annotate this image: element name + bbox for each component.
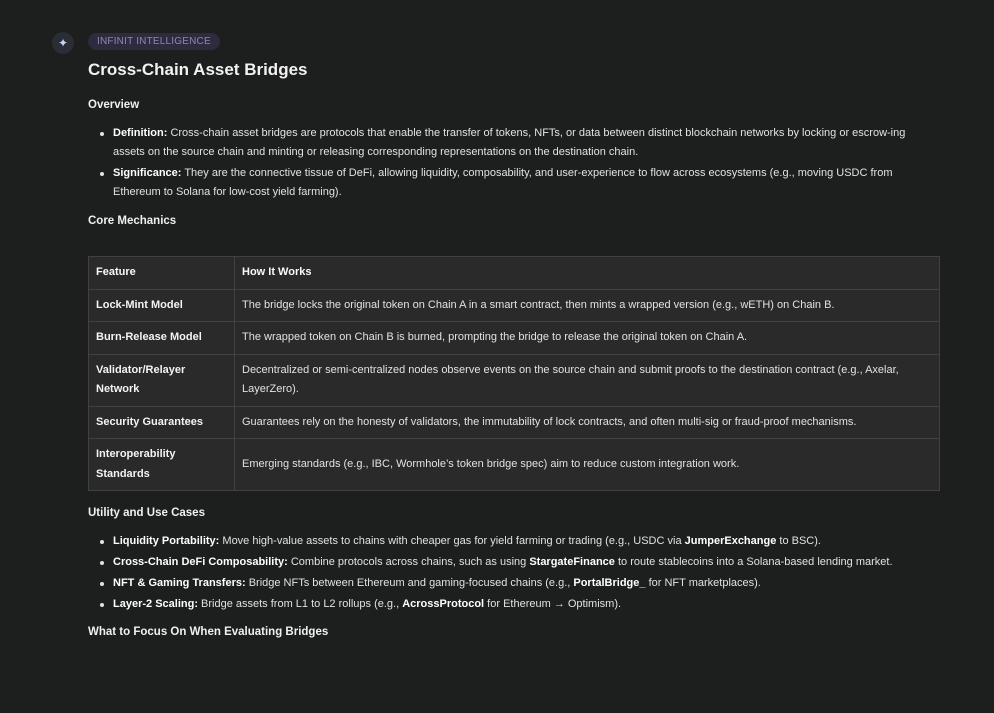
table-row [89,289,940,322]
table-row [89,322,940,355]
table-header-row [89,257,940,290]
table-row [89,439,940,491]
list-item-text: for Ethereum → Optimism). [484,598,622,610]
table-cell-how: Guarantees rely on the honesty of validators, the immutability of lock contracts, and often multi-sig or fraud-proof mechanisms. [235,406,940,439]
column-header-how-it-works: How It Works [235,257,940,290]
list-item-text: to route stablecoins into a Solana-based lending market. [614,556,893,568]
list-item [113,532,940,551]
list-item-label: Significance: [113,167,182,179]
list-item [113,124,940,162]
column-header-feature: Feature [89,257,235,290]
table-cell-feature: Lock-Mint Model [89,289,235,322]
list-item-text: Combine protocols across chains, such as using [287,556,530,568]
table-cell-feature: Burn-Release Model [89,322,235,355]
list-item-text: Bridge assets from L1 to L2 rollups (e.g., [197,598,403,610]
table-cell-how: The wrapped token on Chain B is burned, prompting the bridge to release the original token on Chain A. [235,322,940,355]
section-heading-overview: Overview [88,99,140,111]
mention-link[interactable]: AcrossProtocol [402,598,485,610]
section-heading-utility: Utility and Use Cases [88,507,205,519]
response-content [88,58,940,640]
sparkle-icon: ✦ [52,32,74,54]
section-heading-focus: What to Focus On When Evaluating Bridges [88,626,329,638]
table-cell-how: Emerging standards (e.g., IBC, Wormhole’s token bridge spec) aim to reduce custom integration work. [235,439,940,491]
list-item-text: Move high-value assets to chains with cheaper gas for yield farming or trading (e.g., USDC via [219,535,685,547]
table-cell-feature: Security Guarantees [89,406,235,439]
list-item-label: Cross-Chain DeFi Composability: [113,556,288,568]
list-item-text: for NFT marketplaces). [645,577,761,589]
mention-link[interactable]: StargateFinance [529,556,615,568]
list-item [113,574,940,593]
list-item-text: Cross-chain asset bridges are protocols that enable the transfer of tokens, NFTs, or data between distinct blockchain networks by locking or escrow-ing assets on the source chain and minting or releasing corresponding representations on the destination chain. [113,127,906,158]
list-item [113,595,940,614]
table-row [89,406,940,439]
overview-list [88,124,940,202]
list-item-text: They are the connective tissue of DeFi, allowing liquidity, composability, and user-experience to flow across ecosystems (e.g., moving USDC from Ethereum to Solana for low-cost yield farming). [113,167,893,198]
list-item-text: Bridge NFTs between Ethereum and gaming-focused chains (e.g., [245,577,574,589]
list-item-text: to BSC). [776,535,821,547]
page-title: Cross-Chain Asset Bridges [88,60,308,79]
table-cell-feature: Interoperability Standards [89,439,235,491]
core-mechanics-table [88,256,940,491]
table-row [89,354,940,406]
table-cell-how: The bridge locks the original token on Chain A in a smart contract, then mints a wrapped version (e.g., wETH) on Chain B. [235,289,940,322]
list-item [113,164,940,202]
list-item-label: NFT & Gaming Transfers: [113,577,246,589]
list-item-label: Liquidity Portability: [113,535,220,547]
mention-link[interactable]: JumperExchange [684,535,777,547]
mention-link[interactable]: PortalBridge_ [573,577,646,589]
utility-list [88,532,940,614]
list-item-label: Layer-2 Scaling: [113,598,198,610]
list-item-label: Definition: [113,127,168,139]
table-cell-how: Decentralized or semi-centralized nodes observe events on the source chain and submit proofs to the destination contract (e.g., Axelar, LayerZero). [235,354,940,406]
list-item [113,553,940,572]
section-heading-core-mechanics: Core Mechanics [88,215,177,227]
source-badge: INFINIT INTELLIGENCE [88,33,220,50]
table-cell-feature: Validator/Relayer Network [89,354,235,406]
